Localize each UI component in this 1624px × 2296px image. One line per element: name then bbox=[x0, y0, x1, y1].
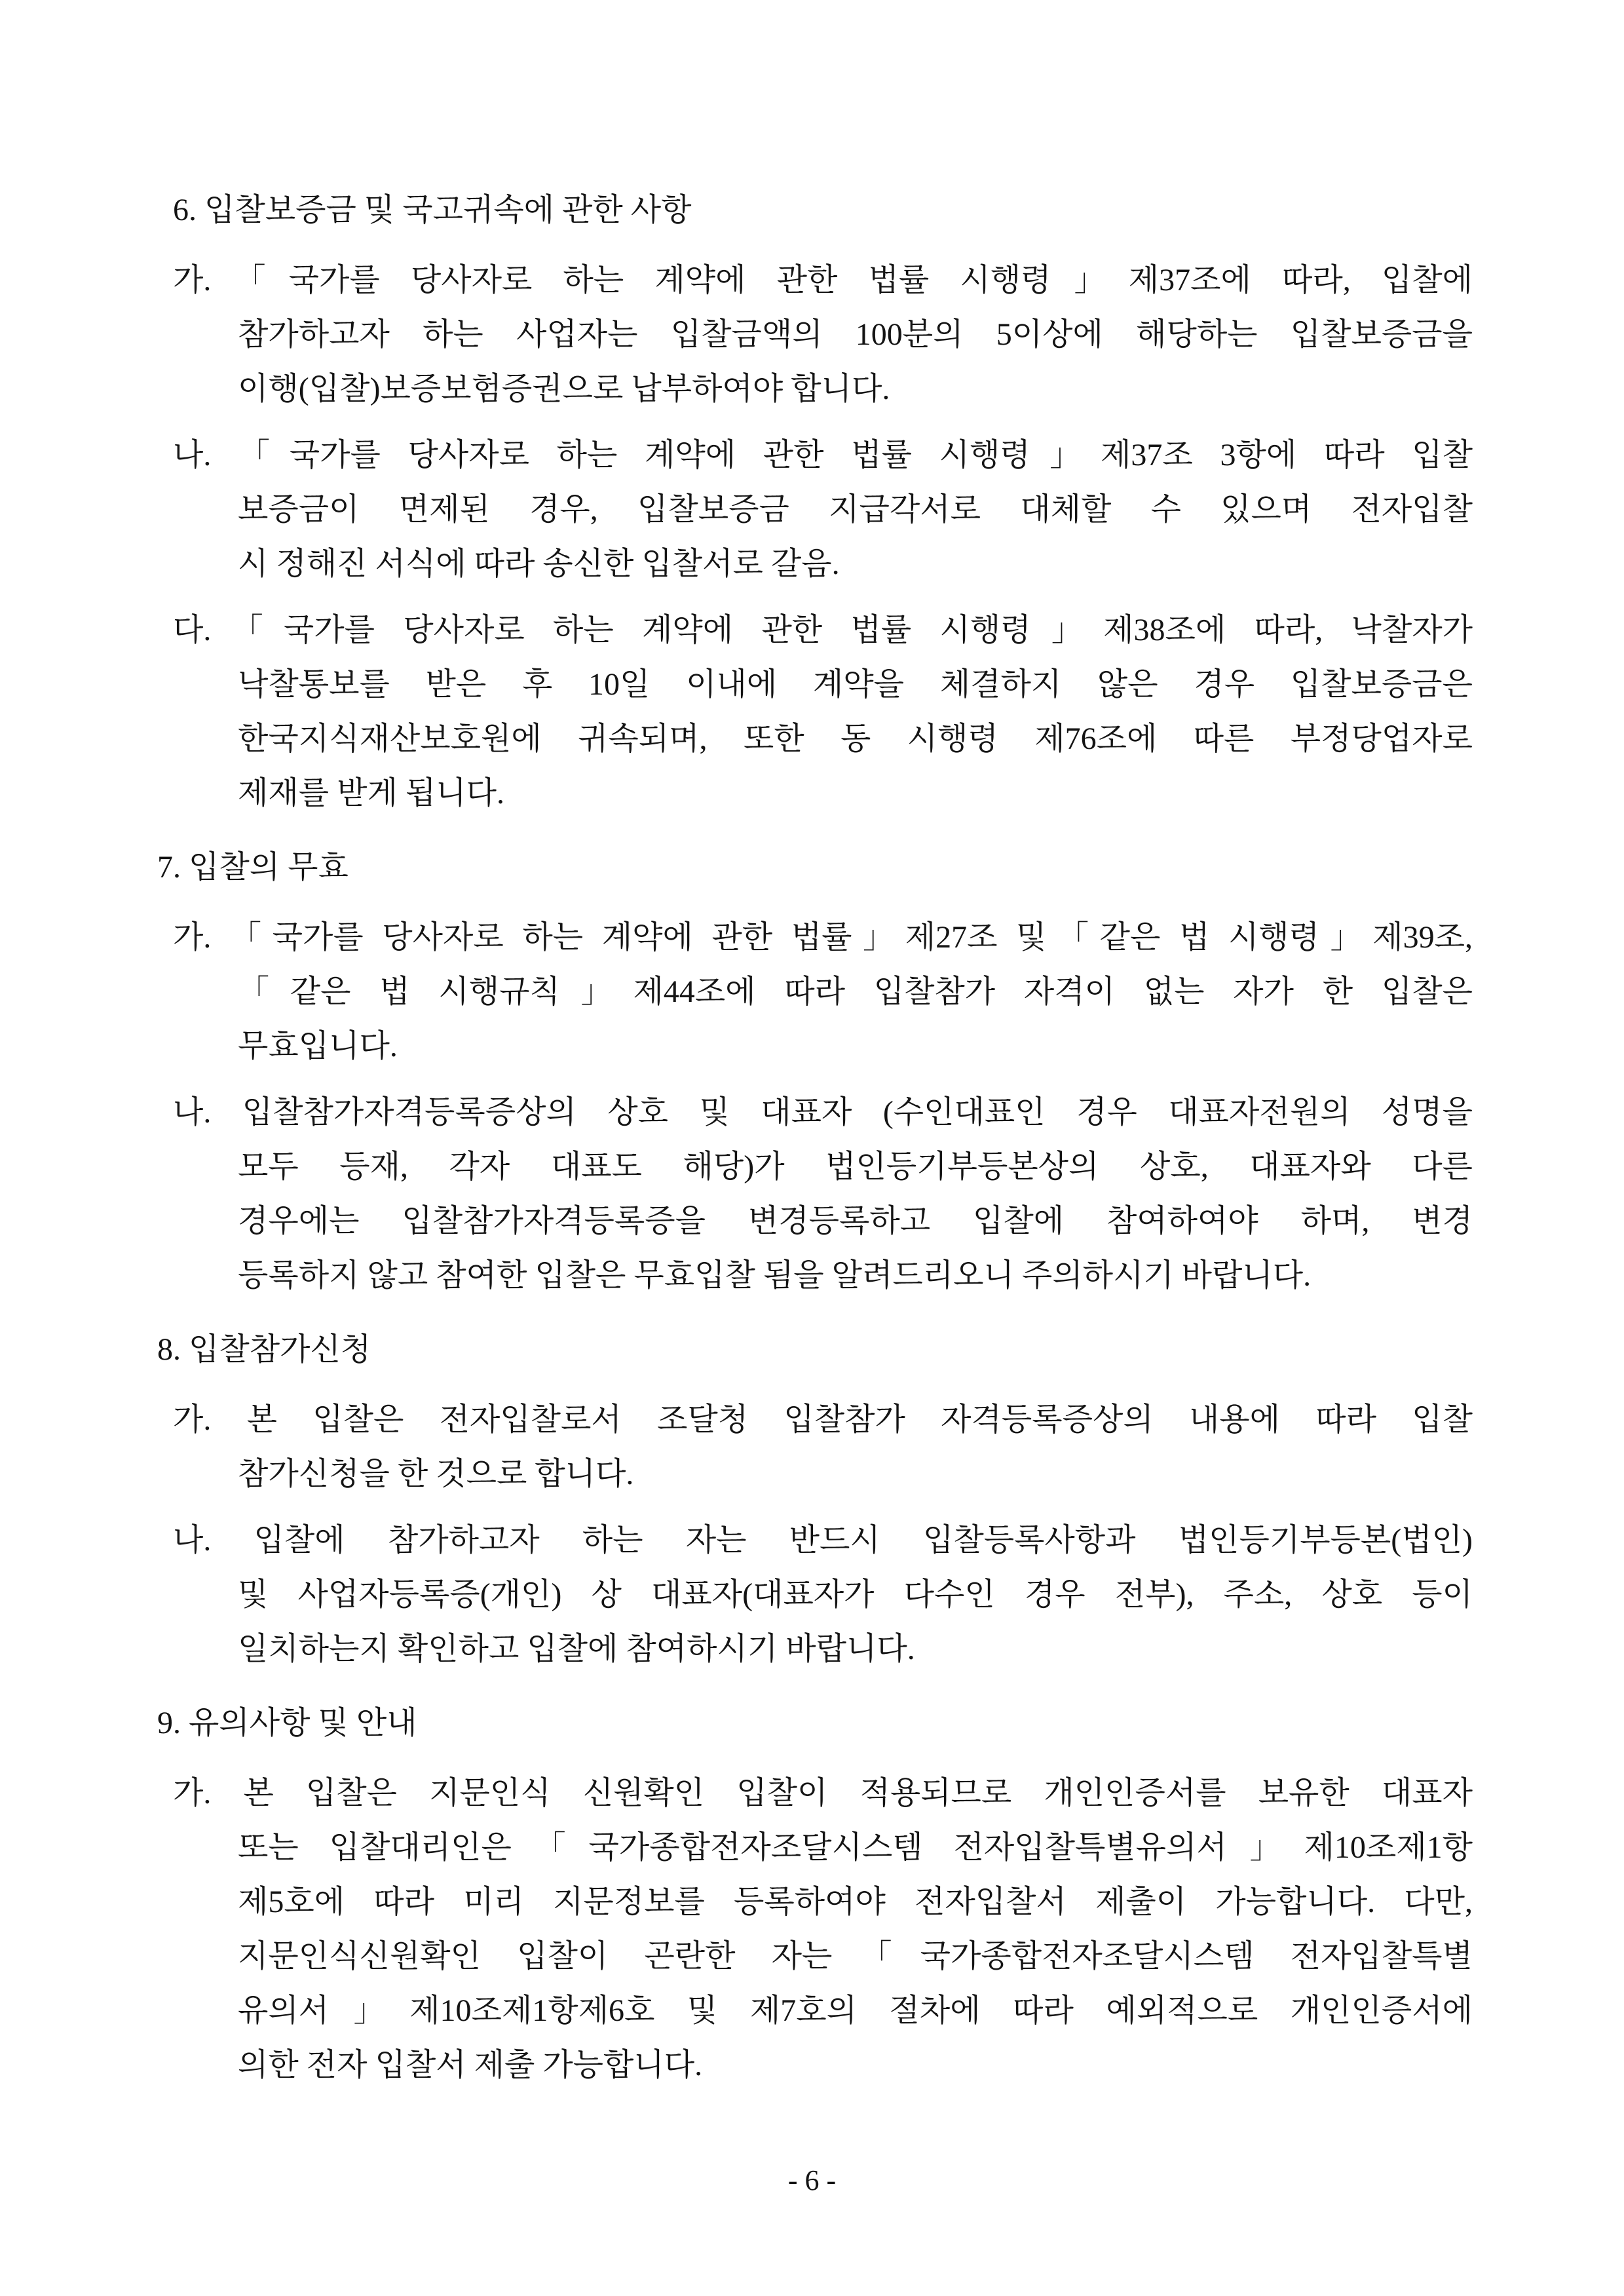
item-line: 유의서」제10조제1항제6호 및 제7호의 절차에 따라 예외적으로 개인인증서에 bbox=[238, 1993, 1473, 2028]
item-line: 참가신청을 한 것으로 합니다. bbox=[238, 1457, 634, 1491]
list-item-ga bbox=[0, 1766, 1624, 2092]
item-line: 「같은 법 시행규칙」제44조에 따라 입찰참가 자격이 없는 자가 한 입찰은 bbox=[238, 974, 1473, 1009]
section-heading-6: 6. 입찰보증금 및 국고귀속에 관한 사항 bbox=[173, 193, 692, 227]
item-line: 가. 본 입찰은 지문인식 신원확인 입찰이 적용되므로 개인인증서를 보유한 대표자 bbox=[173, 1776, 1473, 1810]
item-line: 가. 본 입찰은 전자입찰로서 조달청 입찰참가 자격등록증상의 내용에 따라 입찰 bbox=[173, 1402, 1473, 1437]
item-line: 시 정해진 서식에 따라 송신한 입찰서로 갈음. bbox=[238, 546, 840, 581]
item-line: 보증금이 면제된 경우, 입찰보증금 지급각서로 대체할 수 있으며 전자입찰 bbox=[238, 492, 1473, 527]
item-line: 경우에는 입찰참가자격등록증을 변경등록하고 입찰에 참여하여야 하며, 변경 bbox=[238, 1204, 1473, 1238]
item-line: 일치하는지 확인하고 입찰에 참여하시기 바랍니다. bbox=[238, 1632, 915, 1666]
list-item-na bbox=[0, 428, 1624, 591]
section-6 bbox=[0, 183, 1624, 820]
item-line: 및 사업자등록증(개인) 상 대표자(대표자가 다수인 경우 전부), 주소, 상호 등이 bbox=[238, 1577, 1473, 1612]
section-8 bbox=[0, 1322, 1624, 1676]
section-7 bbox=[0, 840, 1624, 1303]
item-line: 제5호에 따라 미리 지문정보를 등록하여야 전자입찰서 제출이 가능합니다. 다만, bbox=[238, 1885, 1473, 1919]
page-number: - 6 - bbox=[787, 2164, 837, 2196]
section-heading-8: 8. 입찰참가신청 bbox=[157, 1332, 371, 1367]
item-line: 지문인식신원확인 입찰이 곤란한 자는「국가종합전자조달시스템 전자입찰특별 bbox=[238, 1939, 1473, 1974]
item-line: 또는 입찰대리인은「국가종합전자조달시스템 전자입찰특별유의서」제10조제1항 bbox=[238, 1830, 1473, 1865]
item-line: 등록하지 않고 참여한 입찰은 무효입찰 됨을 알려드리오니 주의하시기 바랍니다. bbox=[238, 1258, 1312, 1293]
item-line: 모두 등재, 각자 대표도 해당)가 법인등기부등본상의 상호, 대표자와 다른 bbox=[238, 1149, 1473, 1184]
list-item-na bbox=[0, 1513, 1624, 1676]
item-line: 나. 입찰참가자격등록증상의 상호 및 대표자 (수인대표인 경우 대표자전원의 성명을 bbox=[173, 1095, 1473, 1130]
item-line: 의한 전자 입찰서 제출 가능합니다. bbox=[238, 2048, 703, 2082]
item-line: 한국지식재산보호원에 귀속되며, 또한 동 시행령 제76조에 따른 부정당업자로 bbox=[238, 721, 1473, 756]
item-line: 이행(입찰)보증보험증권으로 납부하여야 합니다. bbox=[238, 372, 890, 406]
item-line: 낙찰통보를 받은 후 10일 이내에 계약을 체결하지 않은 경우 입찰보증금은 bbox=[238, 667, 1473, 702]
item-line: 가.「국가를 당사자로 하는 계약에 관한 법률 시행령」제37조에 따라, 입찰에 bbox=[173, 263, 1473, 297]
page-body bbox=[0, 183, 1624, 2092]
list-item-ga bbox=[0, 1392, 1624, 1501]
list-item-ga bbox=[0, 253, 1624, 416]
list-item-ga bbox=[0, 910, 1624, 1073]
item-line: 무효입니다. bbox=[238, 1029, 398, 1063]
item-line: 가. 「국가를 당사자로 하는 계약에 관한 법률」제27조 및「같은 법 시행령」제39조, bbox=[173, 920, 1473, 955]
list-item-da bbox=[0, 603, 1624, 820]
item-line: 나. 「국가를 당사자로 하는 계약에 관한 법률 시행령」제37조 3항에 따라 입찰 bbox=[173, 438, 1473, 472]
item-line: 제재를 받게 됩니다. bbox=[238, 776, 504, 811]
item-line: 다.「국가를 당사자로 하는 계약에 관한 법률 시행령」제38조에 따라, 낙찰자가 bbox=[173, 613, 1473, 647]
section-heading-9: 9. 유의사항 및 안내 bbox=[157, 1706, 417, 1740]
section-heading-7: 7. 입찰의 무효 bbox=[157, 850, 349, 885]
section-9 bbox=[0, 1696, 1624, 2092]
item-line: 참가하고자 하는 사업자는 입찰금액의 100분의 5이상에 해당하는 입찰보증금을 bbox=[238, 317, 1473, 352]
item-line: 나. 입찰에 참가하고자 하는 자는 반드시 입찰등록사항과 법인등기부등본(법인) bbox=[173, 1523, 1473, 1558]
list-item-na bbox=[0, 1085, 1624, 1303]
